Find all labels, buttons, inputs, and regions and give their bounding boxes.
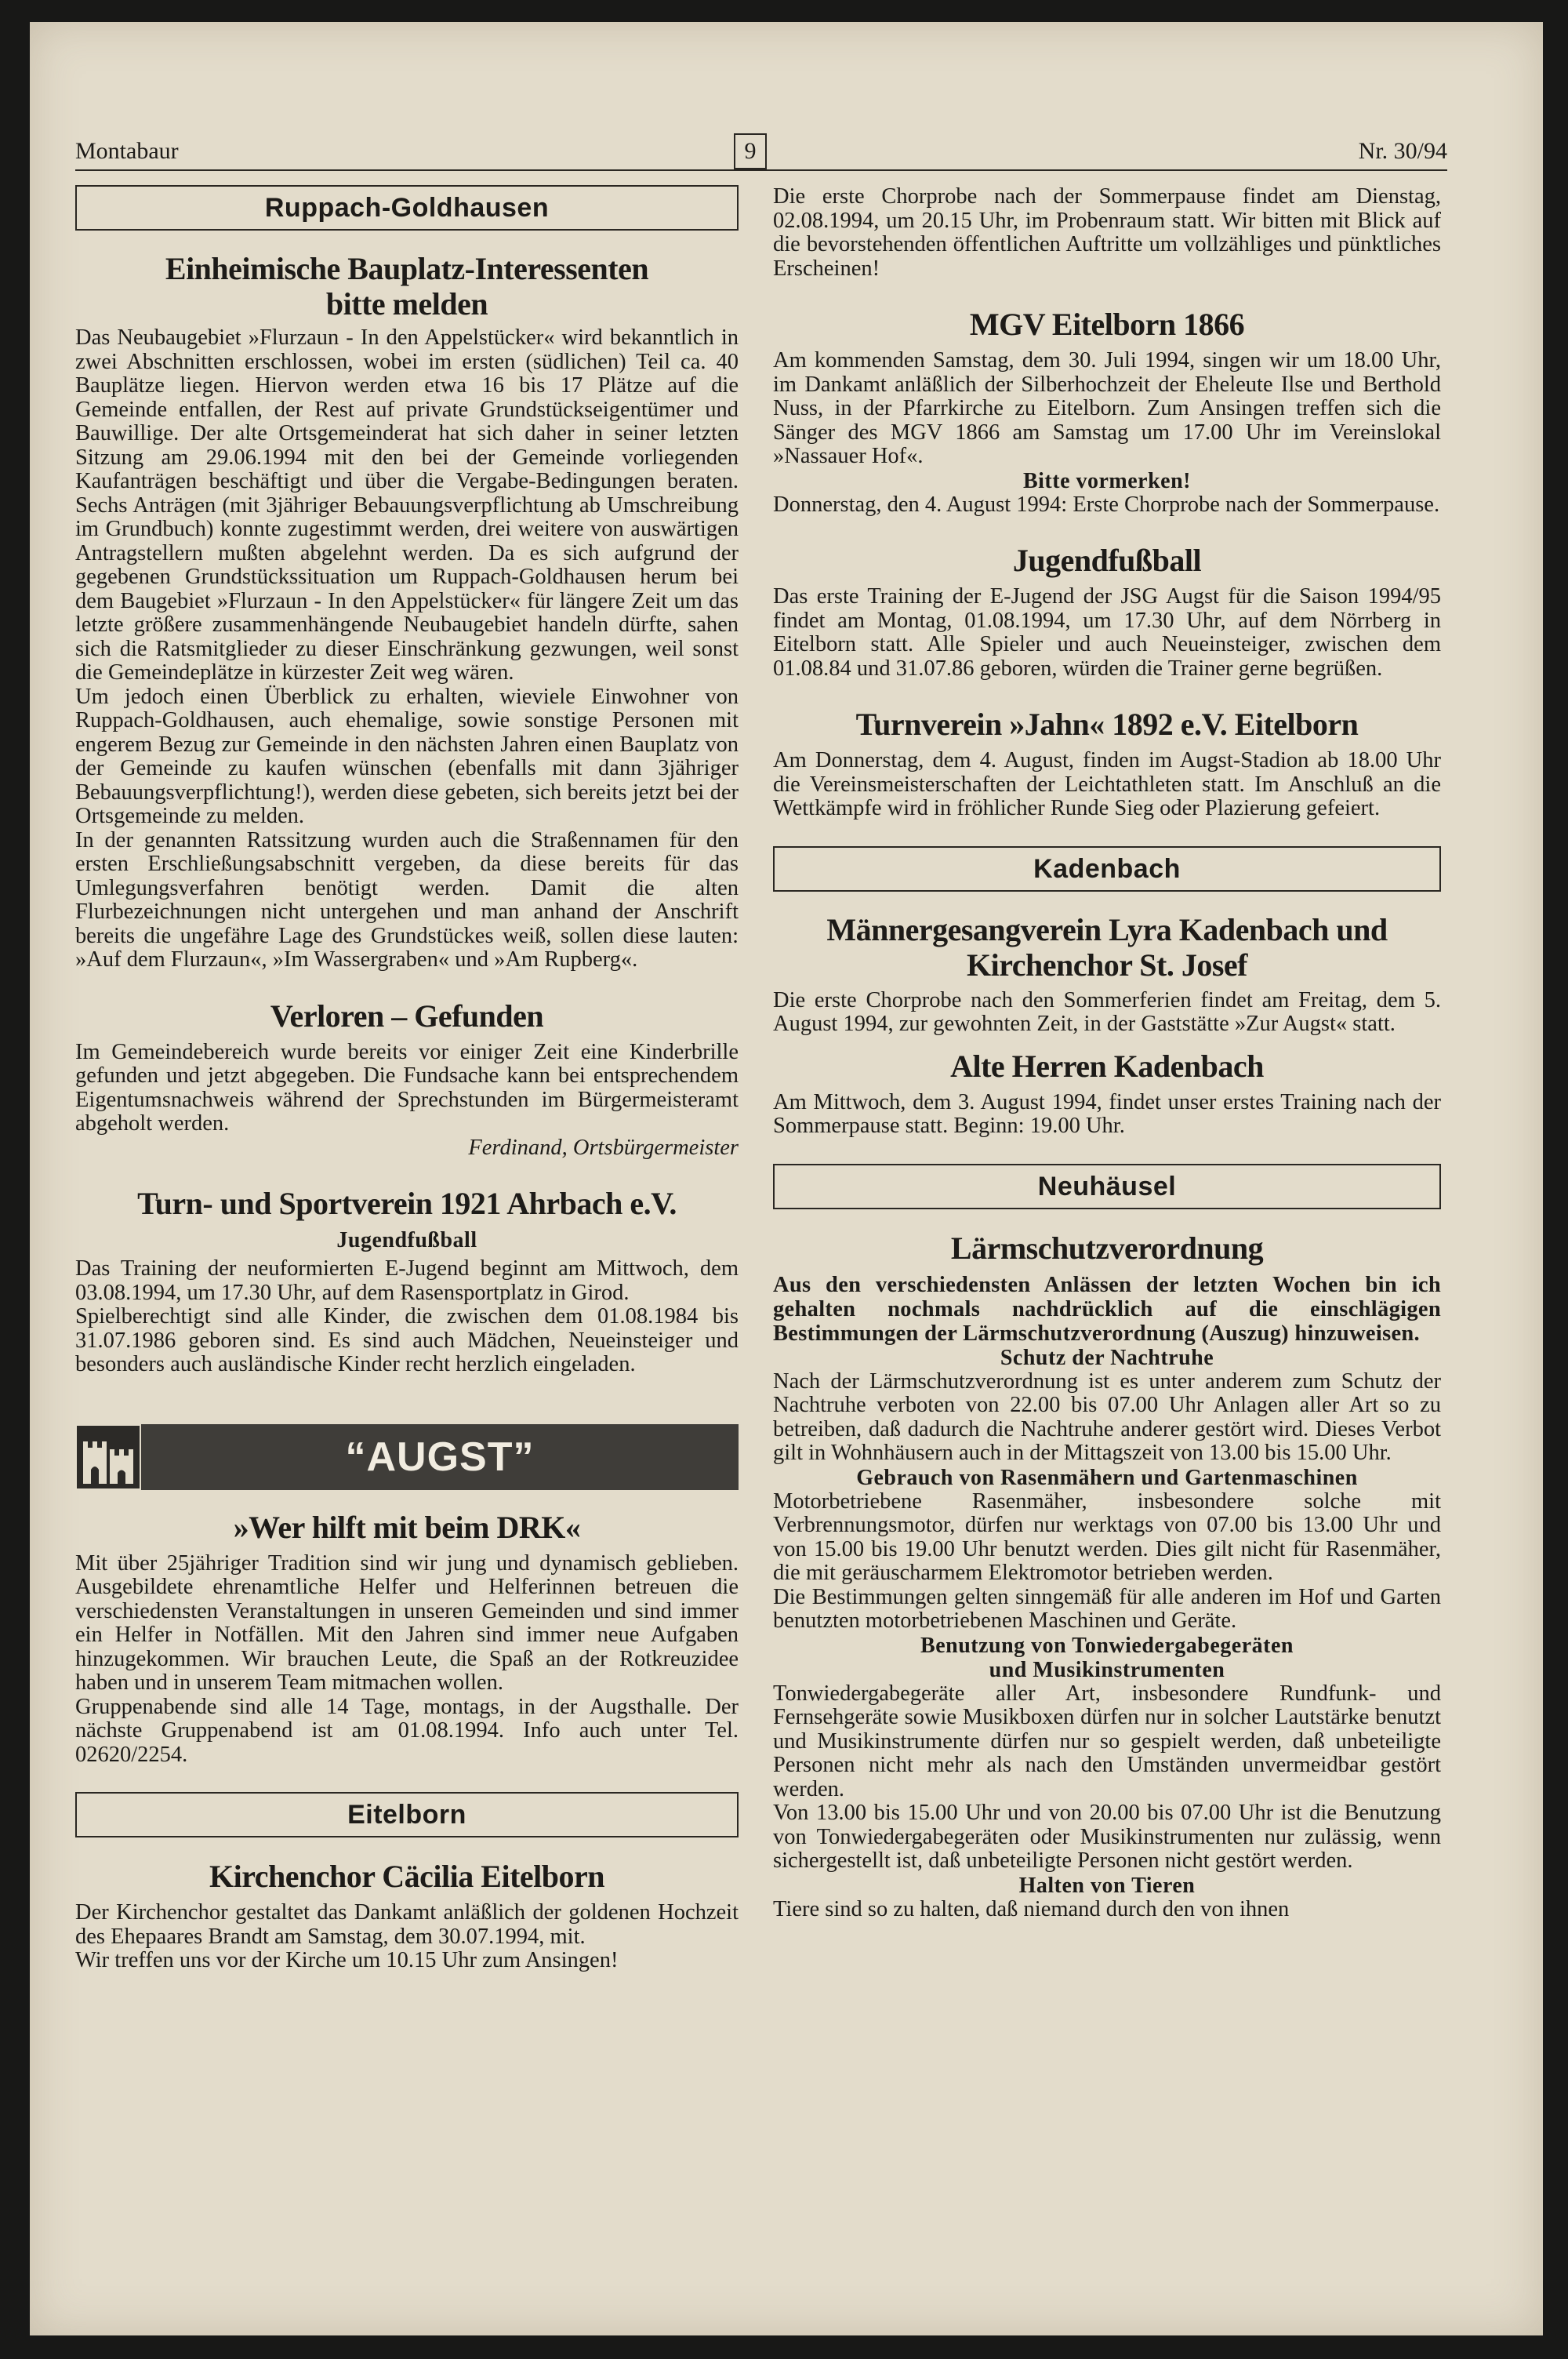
article-paragraph: Im Gemeindebereich wurde bereits vor einiger Zeit eine Kinderbrille gefunden und jetzt abgegeben. Die Fundsache kann bei entsprechendem Eigentumsnachweis während der Sprechstunden im Bürgermeisteramt abgeholt werden. bbox=[75, 1039, 739, 1136]
header-rule bbox=[75, 169, 1447, 171]
article-subtitle bbox=[773, 1634, 1441, 1682]
article-title: Verloren – Gefunden bbox=[270, 998, 544, 1034]
article-paragraph: In der genannten Ratssitzung wurden auch die Straßennamen für den ersten Erschließungsabschnitt vergeben, da diese bereits für das Umlegungsverfahren benötigt werden. Damit die alten Flurbezeichnungen nicht untergehen und man anhand der Anschrift bereits die ungefähre Lage des Grundstückes weiß, sollen diese lauten: »Auf dem Flurzaun«, »Im Wassergraben« und »Am Rupberg«. bbox=[75, 827, 739, 972]
article-paragraph: Der Kirchenchor gestaltet das Dankamt anläßlich der goldenen Hochzeit des Ehepaares Brandt am Samstag, dem 30.07.1994, mit. bbox=[75, 1900, 739, 1949]
title-line: Männergesangverein Lyra Kadenbach und bbox=[826, 911, 1388, 947]
article-title: Alte Herren Kadenbach bbox=[950, 1048, 1264, 1084]
article-paragraph: Mit über 25jähriger Tradition sind wir jung und dynamisch geblieben. Ausgebildete ehrenamtliche Helfer und Helferinnen betreuen die verschiedensten Veranstaltungen in unseren Gemeinden und sind immer ein Helfer in Notfällen. Mit den Jahren sind immer neue Aufgaben hinzugekommen. Wir brauchen Leute, die Spaß an der Rotkreuzidee haben und in unserem Team mitmachen wollen. bbox=[75, 1550, 739, 1695]
subtitle-line: und Musikinstrumenten bbox=[989, 1657, 1225, 1682]
title-line: bitte melden bbox=[325, 286, 488, 322]
article-paragraph: Am Donnerstag, dem 4. August, finden im Augst-Stadion ab 18.00 Uhr die Vereinsmeisterschaften der Leichtathleten statt. Im Anschluß an die Wettkämpfe wird in fröhlicher Runde Sieg oder Plazierung gefeiert. bbox=[773, 748, 1441, 820]
article-title bbox=[773, 912, 1441, 983]
article-intro: Aus den verschiedensten Anlässen der letzten Wochen bin ich gehalten nochmals nachdrücklich auf die einschlägigen Bestimmungen der Lärmschutzverordnung (Auszug) hinzuweisen. bbox=[773, 1272, 1441, 1346]
article-subtitle: Gebrauch von Rasenmähern und Gartenmaschinen bbox=[856, 1465, 1358, 1490]
subtitle-line: Benutzung von Tonwiedergabegeräten bbox=[920, 1633, 1294, 1658]
issue-number: Nr. 30/94 bbox=[1358, 138, 1447, 164]
section-header-eitelborn: Eitelborn bbox=[75, 1792, 739, 1837]
article-subtitle: Jugendfußball bbox=[336, 1228, 477, 1252]
article-paragraph: Das erste Training der E-Jugend der JSG Augst für die Saison 1994/95 findet am Montag, 01.08.1994, um 17.30 Uhr, auf dem Nörrberg in Eitelborn statt. Alle Spieler und auch Neueinsteiger, zwischen dem 01.08.84 und 31.07.86 geboren, würden die Trainer gerne begrüßen. bbox=[773, 584, 1441, 681]
article-title: MGV Eitelborn 1866 bbox=[969, 307, 1245, 342]
article-paragraph: Nach der Lärmschutzverordnung ist es unter anderem zum Schutz der Nachtruhe verboten von 22.00 bis 07.00 Uhr Anlagen aller Art so zu betreiben, daß dadurch die Nachtruhe anderer gestört wird. Dieses Verbot gilt in Wohnhäusern auch in der Mittagszeit von 13.00 bis 15.00 Uhr. bbox=[773, 1369, 1441, 1465]
article-paragraph: Spielberechtigt sind alle Kinder, die zwischen dem 01.08.1984 bis 31.07.1986 geboren sind. Es sind auch Mädchen, Neueinsteiger und besonders auch ausländische Kinder recht herzlich eingeladen. bbox=[75, 1304, 739, 1376]
article-subtitle: Halten von Tieren bbox=[1018, 1873, 1196, 1898]
article-paragraph: Am Mittwoch, dem 3. August 1994, findet unser erstes Training nach der Sommerpause statt. Beginn: 19.00 Uhr. bbox=[773, 1089, 1441, 1138]
header-town: Montabaur bbox=[75, 138, 179, 164]
article-paragraph: Am kommenden Samstag, dem 30. Juli 1994, singen wir um 18.00 Uhr, im Dankamt anläßlich der Silberhochzeit der Eheleute Ilse und Berthold Nuss, in der Pfarrkirche zu Eitelborn. Zum Ansingen treffen sich die Sänger des MGV 1866 am Samstag um 17.00 Uhr im Vereinslokal »Nassauer Hof«. bbox=[773, 348, 1441, 468]
article-title: Turn- und Sportverein 1921 Ahrbach e.V. bbox=[137, 1186, 677, 1221]
article-paragraph: Tiere sind so zu halten, daß niemand durch den von ihnen bbox=[773, 1896, 1290, 1921]
article-paragraph: Das Training der neuformierten E-Jugend beginnt am Mittwoch, dem 03.08.1994, um 17.30 Uhr, auf dem Rasensportplatz in Girod. bbox=[75, 1256, 739, 1305]
article-paragraph: Wir treffen uns vor der Kirche um 10.15 Uhr zum Ansingen! bbox=[75, 1948, 619, 1972]
left-column bbox=[75, 185, 739, 1973]
article-paragraph: Von 13.00 bis 15.00 Uhr und von 20.00 bis 07.00 Uhr ist die Benutzung von Tonwiedergabegeräten oder Musikinstrumenten nur zulässig, wenn sichergestellt ist, daß unbeteiligte Personen nicht gestört werden. bbox=[773, 1801, 1441, 1873]
article-title: »Wer hilft mit beim DRK« bbox=[233, 1509, 581, 1545]
article-title: Lärmschutzverordnung bbox=[950, 1230, 1264, 1266]
signature: Ferdinand, Ortsbürgermeister bbox=[468, 1135, 739, 1160]
article-paragraph: Um jedoch einen Überblick zu erhalten, wieviele Einwohner von Ruppach-Goldhausen, auch ehemalige, sowie sonstige Personen mit engerem Bezug zur Gemeinde in den nächsten Jahren einen Bauplatz von der Gemeinde zu kaufen wünschen (ebenfalls mit dann 3jähriger Bebauungsverpflichtung!), werden diese gebeten, sich bereits jetzt bei der Ortsgemeinde zu melden. bbox=[75, 684, 739, 828]
article-paragraph: Motorbetriebene Rasenmäher, insbesondere solche mit Verbrennungsmotor, dürfen nur werktags von 07.00 bis 13.00 Uhr und von 15.00 bis 19.00 Uhr benutzt werden. Dies gilt nicht für Rasenmäher, die mit geräuscharmem Elektromotor betrieben werden. bbox=[773, 1488, 1441, 1585]
title-line: Einheimische Bauplatz-Interessenten bbox=[165, 251, 649, 286]
castle-logo-icon bbox=[75, 1424, 141, 1490]
article-subtitle: Bitte vormerken! bbox=[1022, 468, 1192, 493]
section-header-kadenbach: Kadenbach bbox=[773, 846, 1441, 892]
augst-banner bbox=[75, 1424, 739, 1490]
article-title: Jugendfußball bbox=[1012, 543, 1202, 578]
article-paragraph: Tonwiedergabegeräte aller Art, insbesondere Rundfunk- und Fernsehgeräte sowie Musikboxen dürfen nur in solcher Lautstärke benutzt und Musikinstrumente dürfen nur so gespielt werden, daß unbeteiligte Personen nicht mehr als nach den Umständen unvermeidbar gestört werden. bbox=[773, 1681, 1441, 1801]
article-paragraph: Die erste Chorprobe nach der Sommerpause findet am Dienstag, 02.08.1994, um 20.15 Uhr, im Probenraum statt. Wir bitten mit Blick auf die bevorstehenden öffentlichen Auftritte um vollzähliges und pünktliches Erscheinen! bbox=[773, 184, 1441, 281]
article-paragraph: Die erste Chorprobe nach den Sommerferien findet am Freitag, dem 5. August 1994, zur gewohnten Zeit, in der Gaststätte »Zur Augst« statt. bbox=[773, 987, 1441, 1036]
article-subtitle: Schutz der Nachtruhe bbox=[1000, 1345, 1214, 1370]
page-number: 9 bbox=[734, 133, 767, 169]
article-paragraph: Gruppenabende sind alle 14 Tage, montags, in der Augsthalle. Der nächste Gruppenabend ist am 01.08.1994. Info auch unter Tel. 02620/2254. bbox=[75, 1694, 739, 1767]
right-column bbox=[773, 185, 1441, 1921]
section-header-ruppach: Ruppach-Goldhausen bbox=[75, 185, 739, 231]
article-title: Turnverein »Jahn« 1892 e.V. Eitelborn bbox=[855, 707, 1359, 742]
article-paragraph: Donnerstag, den 4. August 1994: Erste Chorprobe nach der Sommerpause. bbox=[773, 492, 1440, 517]
page-header bbox=[75, 133, 1447, 171]
article-paragraph: Das Neubaugebiet »Flurzaun - In den Appelstücker« wird bekanntlich in zwei Abschnitten erschlossen, wobei im ersten (südlichen) Teil ca. 40 Bauplätze liegen. Hiervon werden etwa 16 bis 17 Plätze auf die Gemeinde entfallen, der Rest auf private Grundstückseigentümer und Bauwillige. Der alte Ortsgemeinderat hat sich daher in seiner letzten Sitzung am 29.06.1994 mit den bei der Gemeinde vorliegenden Kaufanträgen beschäftigt und über die Vergabe-Bedingungen beraten. Sechs Anträgen (mit 3jähriger Bebauungsverpflichtung ab Umschreibung im Grundbuch) konnte zugestimmt werden, drei weitere von auswärtigen Antragstellern mußten abgelehnt werden. Da es sich aufgrund der gegebenen Grundstückssituation um Ruppach-Goldhausen herum bei dem Baugebiet »Flurzaun - In den Appelstücker« für längere Zeit um das letzte größere zusammenhängende Neubaugebiet handeln dürfte, sahen sich die Ratsmitglieder zu dieser Einschränkung gezwungen, weil sonst die Gemeindeplätze in kürzester Zeit weg wären. bbox=[75, 325, 739, 685]
article-title bbox=[75, 251, 739, 322]
article-title: Kirchenchor Cäcilia Eitelborn bbox=[209, 1859, 604, 1894]
section-header-neuhaeusel: Neuhäusel bbox=[773, 1164, 1441, 1209]
article-paragraph: Die Bestimmungen gelten sinngemäß für alle anderen im Hof und Garten benutzten motorbetriebenen Maschinen und Geräte. bbox=[773, 1584, 1441, 1633]
title-line: Kirchenchor St. Josef bbox=[967, 947, 1247, 983]
augst-banner-title: “AUGST” bbox=[345, 1434, 535, 1480]
